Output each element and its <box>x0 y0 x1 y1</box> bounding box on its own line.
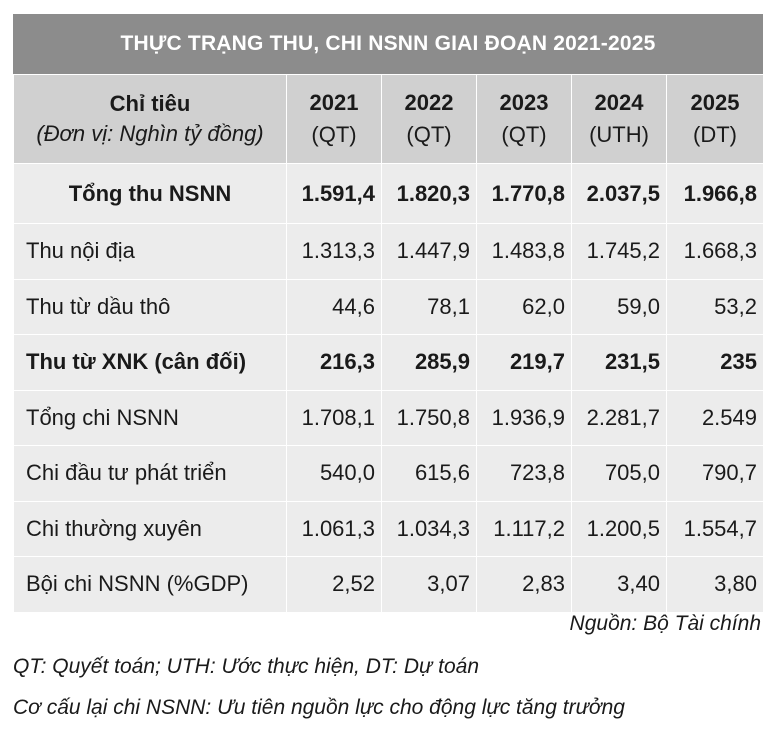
header-year-2023: 2023 (QT) <box>477 75 572 164</box>
cell-value: 1.447,9 <box>382 224 477 280</box>
cell-value: 44,6 <box>287 279 382 335</box>
header-year-2021: 2021 (QT) <box>287 75 382 164</box>
budget-table <box>13 74 764 613</box>
header-row <box>14 75 764 164</box>
caption-note: Cơ cấu lại chi NSNN: Ưu tiên nguồn lực cho động lực tăng trưởng <box>13 696 625 719</box>
cell-value: 231,5 <box>572 335 667 391</box>
cell-value: 1.591,4 <box>287 164 382 224</box>
cell-value: 1.668,3 <box>667 224 764 280</box>
row-label: Chi đầu tư phát triển <box>14 446 287 502</box>
cell-value: 1.745,2 <box>572 224 667 280</box>
row-label: Thu nội địa <box>14 224 287 280</box>
row-label: Bội chi NSNN (%GDP) <box>14 557 287 613</box>
cell-value: 219,7 <box>477 335 572 391</box>
cell-value: 3,80 <box>667 557 764 613</box>
cell-value: 1.061,3 <box>287 501 382 557</box>
cell-value: 790,7 <box>667 446 764 502</box>
cell-value: 723,8 <box>477 446 572 502</box>
header-year-2022: 2022 (QT) <box>382 75 477 164</box>
cell-value: 2.037,5 <box>572 164 667 224</box>
cell-value: 615,6 <box>382 446 477 502</box>
cell-value: 1.483,8 <box>477 224 572 280</box>
header-indicator-label: Chỉ tiêu <box>109 91 191 116</box>
header-indicator <box>14 75 287 164</box>
header-unit: (Đơn vị: Nghìn tỷ đồng) <box>36 121 264 146</box>
table-title: THỰC TRẠNG THU, CHI NSNN GIAI ĐOẠN 2021-2025 <box>13 14 763 74</box>
cell-value: 1.820,3 <box>382 164 477 224</box>
cell-value: 1.200,5 <box>572 501 667 557</box>
cell-value: 540,0 <box>287 446 382 502</box>
cell-value: 1.770,8 <box>477 164 572 224</box>
cell-value: 1.708,1 <box>287 390 382 446</box>
cell-value: 3,07 <box>382 557 477 613</box>
row-label: Thu từ XNK (cân đối) <box>14 335 287 391</box>
table-row <box>14 557 764 613</box>
cell-value: 78,1 <box>382 279 477 335</box>
table-row <box>14 164 764 224</box>
source-note: Nguồn: Bộ Tài chính <box>569 612 761 635</box>
cell-value: 1.936,9 <box>477 390 572 446</box>
row-label: Thu từ dầu thô <box>14 279 287 335</box>
cell-value: 1.966,8 <box>667 164 764 224</box>
cell-value: 1.034,3 <box>382 501 477 557</box>
cell-value: 2.281,7 <box>572 390 667 446</box>
table-row <box>14 224 764 280</box>
cell-value: 2,52 <box>287 557 382 613</box>
abbreviation-note: QT: Quyết toán; UTH: Ước thực hiện, DT: Dự toán <box>13 655 480 678</box>
cell-value: 235 <box>667 335 764 391</box>
cell-value: 3,40 <box>572 557 667 613</box>
table-row <box>14 501 764 557</box>
cell-value: 705,0 <box>572 446 667 502</box>
cell-value: 62,0 <box>477 279 572 335</box>
header-year-2024: 2024 (UTH) <box>572 75 667 164</box>
table-row <box>14 446 764 502</box>
table-row <box>14 390 764 446</box>
header-year-2025: 2025 (DT) <box>667 75 764 164</box>
row-label: Tổng thu NSNN <box>14 164 287 224</box>
cell-value: 1.313,3 <box>287 224 382 280</box>
table-row <box>14 335 764 391</box>
row-label: Chi thường xuyên <box>14 501 287 557</box>
cell-value: 216,3 <box>287 335 382 391</box>
cell-value: 59,0 <box>572 279 667 335</box>
cell-value: 2,83 <box>477 557 572 613</box>
cell-value: 53,2 <box>667 279 764 335</box>
cell-value: 1.117,2 <box>477 501 572 557</box>
cell-value: 1.554,7 <box>667 501 764 557</box>
cell-value: 2.549 <box>667 390 764 446</box>
cell-value: 1.750,8 <box>382 390 477 446</box>
cell-value: 285,9 <box>382 335 477 391</box>
table-row <box>14 279 764 335</box>
row-label: Tổng chi NSNN <box>14 390 287 446</box>
